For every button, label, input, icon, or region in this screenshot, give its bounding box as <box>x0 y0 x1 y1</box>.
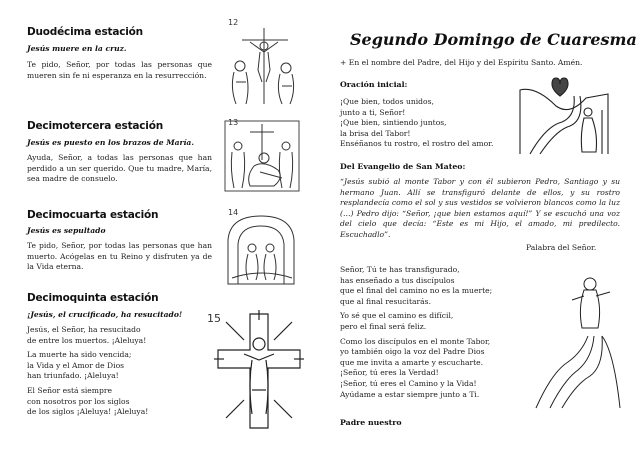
station-13-title: Decimotercera estación <box>27 120 163 132</box>
station-14-illustration <box>222 212 300 290</box>
reflection-line: ¡Señor, tú eres el Camino y la Vida! <box>340 378 477 388</box>
risen-jesus-illustration <box>532 262 622 412</box>
station-12-text: Te pido, Señor, por todas las personas que mueren sin fe ni esperanza en la resurrección. <box>27 60 212 80</box>
verse-line: la Vida y el Amor de Dios <box>27 360 125 370</box>
station-13-number: 13 <box>228 118 239 127</box>
station-14-title: Decimocuarta estación <box>27 209 159 221</box>
station-15-verses <box>27 325 217 418</box>
reflection-line: que me invita a amarte y escucharte. <box>340 357 484 367</box>
verse-line: El Señor está siempre <box>27 385 112 395</box>
station-15-subtitle: ¡Jesús, el crucificado, ha resucitado! <box>27 310 183 319</box>
prayer-line: Enséñanos tu rostro, el rostro del amor. <box>340 139 494 149</box>
station-13-subtitle: Jesús es puesto en los brazos de María. <box>27 138 194 147</box>
station-14-subtitle: Jesús es sepultado <box>27 226 106 235</box>
station-15-title: Decimoquinta estación <box>27 292 159 304</box>
reflection-line: has enseñado a tus discípulos <box>340 275 455 285</box>
gospel-label: Del Evangelio de San Mateo: <box>340 162 466 171</box>
closing-prayer: Padre nuestro <box>340 418 402 427</box>
gospel-text: “Jesús subió al monte Tabor y con él subieron Pedro, Santiago y su hermano Juan. Allí se transfiguró delante de ellos, y su rostro resplandecía como el sol y sus vestidos se volvieron blancos como la luz (…) Pedro dijo: “Señor, ¡que bien estamos aquí!” Y se escuchó una voz del cielo que decía: “Este es mi Hijo, el amado, mi predilecto. Escuchadlo”. <box>340 177 620 239</box>
reflection-line: que el final del camino no es la muerte; <box>340 286 493 296</box>
reflection <box>340 265 540 400</box>
reflection-stanza-1 <box>340 265 540 307</box>
prayer-line: ¡Que bien, todos unidos, <box>340 97 434 106</box>
reflection-line: pero el final será feliz. <box>340 321 427 331</box>
station-13-text: Ayuda, Señor, a todas las personas que han perdido a un ser querido. Que tu madre, María, sea madre de consuelo. <box>27 153 212 184</box>
station-15-number: 15 <box>207 312 221 325</box>
prayer-text <box>340 97 493 150</box>
verse-2 <box>27 350 217 382</box>
reflection-line: Yo sé que el camino es difícil, <box>340 311 454 321</box>
station-15-illustration <box>214 310 304 432</box>
prayer-label: Oración inicial: <box>340 80 408 89</box>
prayer-line: la brisa del Tabor! <box>340 128 411 138</box>
left-page <box>0 0 318 451</box>
reflection-stanza-2 <box>340 311 540 332</box>
verse-1 <box>27 325 217 346</box>
verse-line: Jesús, el Señor, ha resucitado <box>27 325 141 334</box>
station-12-illustration <box>226 26 298 106</box>
verse-line: con nosotros por los siglos <box>27 396 130 406</box>
prayer-line: junto a ti, Señor! <box>340 107 406 117</box>
reflection-line: Como los discípulos en el monte Tabor, <box>340 336 491 346</box>
verse-3 <box>27 386 217 418</box>
station-13-illustration <box>224 120 300 192</box>
station-12-title: Duodécima estación <box>27 26 143 38</box>
right-page <box>320 0 638 451</box>
verse-line: de los siglos ¡Aleluya! ¡Aleluya! <box>27 407 149 417</box>
gospel-close: Palabra del Señor. <box>526 243 597 252</box>
reflection-line: Ayúdame a estar siempre junto a Ti. <box>340 389 480 399</box>
verse-line: han triunfado. ¡Aleluya! <box>27 371 119 381</box>
station-12-subtitle: Jesús muere en la cruz. <box>27 44 127 53</box>
prayer-line: ¡Que bien, sintiendo juntos, <box>340 118 447 128</box>
reflection-line: que al final resucitarás. <box>340 296 431 306</box>
reflection-line: yo también oigo la voz del Padre Dios <box>340 347 485 357</box>
sign-of-cross: + En el nombre del Padre, del Hijo y del Espíritu Santo. Amén. <box>340 58 583 67</box>
station-14-number: 14 <box>228 208 239 217</box>
station-14-text: Te pido, Señor, por todas las personas que han muerto. Acógelas en tu Reino y disfruten ya de la Vida eterna. <box>27 241 212 272</box>
page-title: Segundo Domingo de Cuaresma <box>350 30 637 49</box>
reflection-line: ¡Señor, tú eres la Verdad! <box>340 368 439 378</box>
reflection-line: Señor, Tú te has transfigurado, <box>340 265 460 274</box>
verse-line: de entre los muertos. ¡Aleluya! <box>27 335 147 345</box>
verse-line: La muerte ha sido vencida; <box>27 350 132 360</box>
station-12-number: 12 <box>228 18 239 27</box>
tabor-mountain-illustration <box>516 76 612 160</box>
reflection-stanza-3 <box>340 337 540 401</box>
